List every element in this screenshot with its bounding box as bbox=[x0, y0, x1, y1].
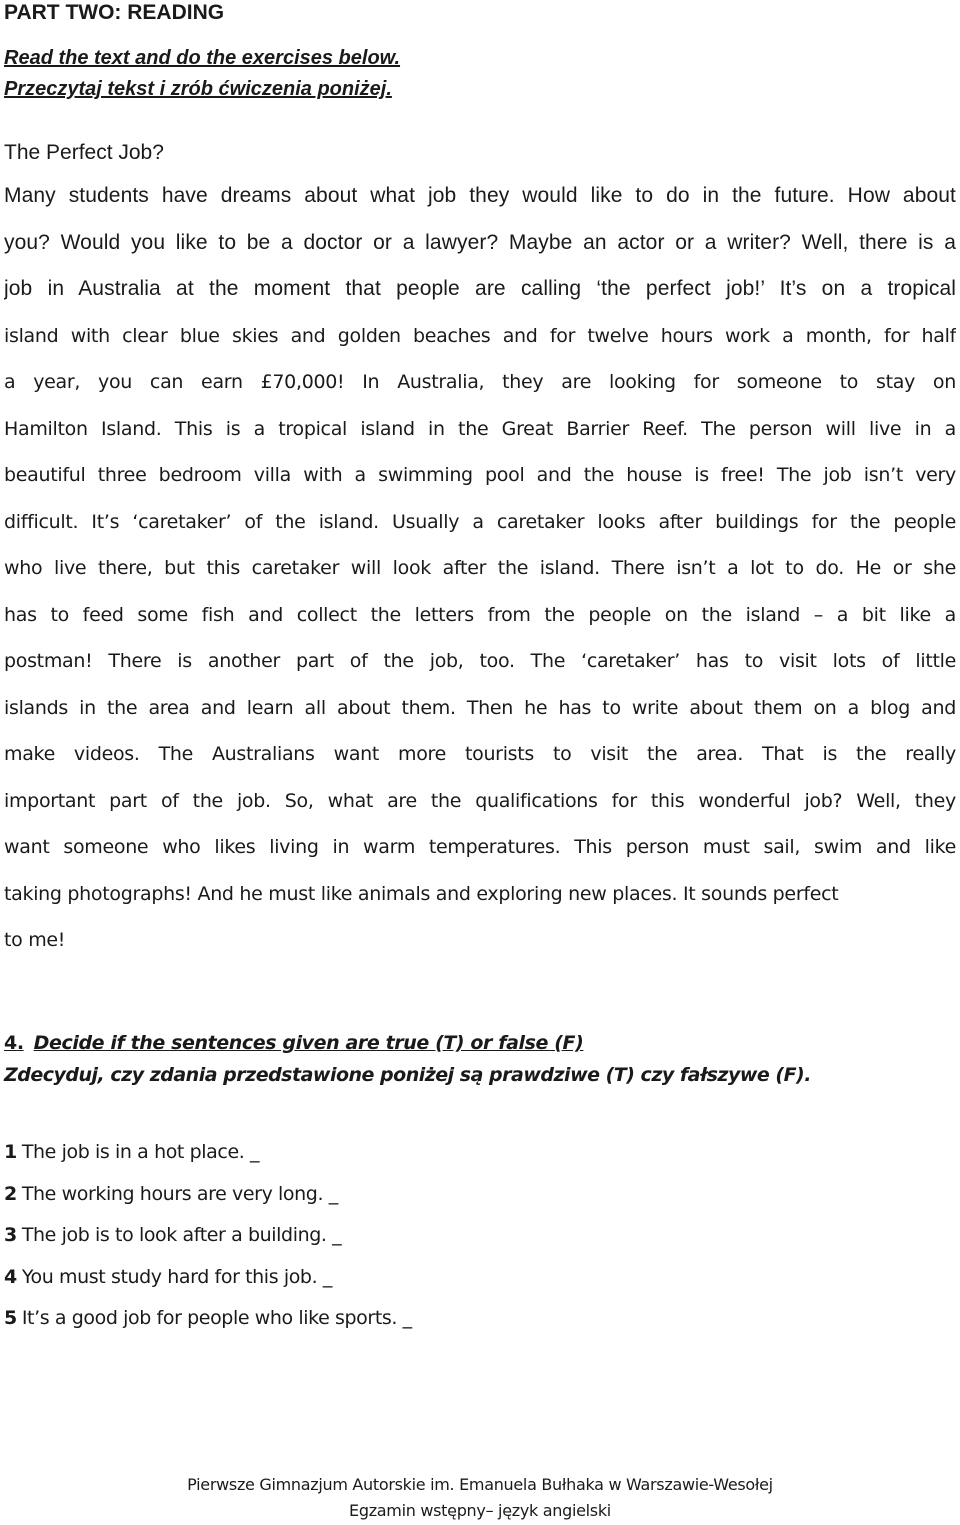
true-false-list bbox=[4, 1138, 412, 1346]
item-text: It’s a good job for people who like sports. _ bbox=[21, 1307, 412, 1329]
exercise-heading-text: Decide if the sentences given are true (T) or false (F) bbox=[33, 1032, 584, 1054]
passage-line: islands in the area and learn all about them. Then he has to write about them on a blog and bbox=[4, 696, 956, 719]
item-text: The job is in a hot place. _ bbox=[21, 1141, 260, 1163]
passage-line: job in Australia at the moment that people are calling ‘the perfect job!’ It’s on a tropical bbox=[4, 277, 956, 300]
passage-line: Hamilton Island. This is a tropical island in the Great Barrier Reef. The person will live in a bbox=[4, 417, 956, 440]
passage-line: island with clear blue skies and golden beaches and for twelve hours work a month, for half bbox=[4, 324, 956, 347]
passage-line: important part of the job. So, what are the qualifications for this wonderful job? Well, they bbox=[4, 789, 956, 812]
exercise-subheading: Zdecyduj, czy zdania przedstawione poniżej są prawdziwe (T) czy fałszywe (F). bbox=[4, 1064, 811, 1086]
passage-line: a year, you can earn £70,000! In Australia, they are looking for someone to stay on bbox=[4, 371, 956, 393]
passage-line: postman! There is another part of the job, too. The ‘caretaker’ has to visit lots of little bbox=[4, 650, 956, 672]
footer-school-name: Pierwsze Gimnazjum Autorskie im. Emanuela Bułhaka w Warszawie-Wesołej bbox=[187, 1475, 773, 1494]
footer-exam-name: Egzamin wstępny– język angielski bbox=[349, 1501, 611, 1520]
passage-line: beautiful three bedroom villa with a swimming pool and the house is free! The job isn’t very bbox=[4, 464, 956, 486]
item-number: 3 bbox=[4, 1224, 17, 1246]
passage-line: Many students have dreams about what job they would like to do in the future. How about bbox=[4, 184, 956, 207]
passage-line: difficult. It’s ‘caretaker’ of the island. Usually a caretaker looks after buildings for the people bbox=[4, 510, 956, 533]
passage-line: has to feed some fish and collect the letters from the people on the island – a bit like a bbox=[4, 603, 956, 626]
passage-line: to me! bbox=[4, 929, 66, 951]
exercise-heading bbox=[4, 1030, 583, 1056]
item-number: 5 bbox=[4, 1307, 17, 1329]
item-number: 4 bbox=[4, 1265, 17, 1288]
text-title: The Perfect Job? bbox=[4, 141, 164, 164]
item-number: 2 bbox=[4, 1182, 17, 1205]
item-text: The working hours are very long. _ bbox=[21, 1182, 338, 1205]
passage-line: who live there, but this caretaker will look after the island. There isn’t a lot to do. He or she bbox=[4, 557, 956, 579]
reading-passage bbox=[4, 176, 956, 967]
instruction-polish: Przeczytaj tekst i zrób ćwiczenia poniżej. bbox=[4, 78, 392, 100]
instruction-english: Read the text and do the exercises below. bbox=[4, 47, 401, 69]
passage-line: taking photographs! And he must like animals and exploring new places. It sounds perfect bbox=[4, 882, 839, 905]
list-item bbox=[4, 1221, 412, 1263]
list-item bbox=[4, 1138, 412, 1180]
item-text: The job is to look after a building. _ bbox=[21, 1224, 342, 1246]
list-item bbox=[4, 1180, 412, 1222]
list-item bbox=[4, 1263, 412, 1305]
list-item bbox=[4, 1304, 412, 1346]
item-number: 1 bbox=[4, 1141, 17, 1163]
exercise-number: 4. bbox=[4, 1032, 24, 1054]
passage-line: you? Would you like to be a doctor or a lawyer? Maybe an actor or a writer? Well, there is a bbox=[4, 230, 956, 254]
passage-line: want someone who likes living in warm temperatures. This person must sail, swim and like bbox=[4, 836, 956, 858]
item-text: You must study hard for this job. _ bbox=[21, 1265, 332, 1288]
part-title: PART TWO: READING bbox=[4, 1, 225, 24]
passage-line: make videos. The Australians want more tourists to visit the area. That is the really bbox=[4, 743, 956, 765]
